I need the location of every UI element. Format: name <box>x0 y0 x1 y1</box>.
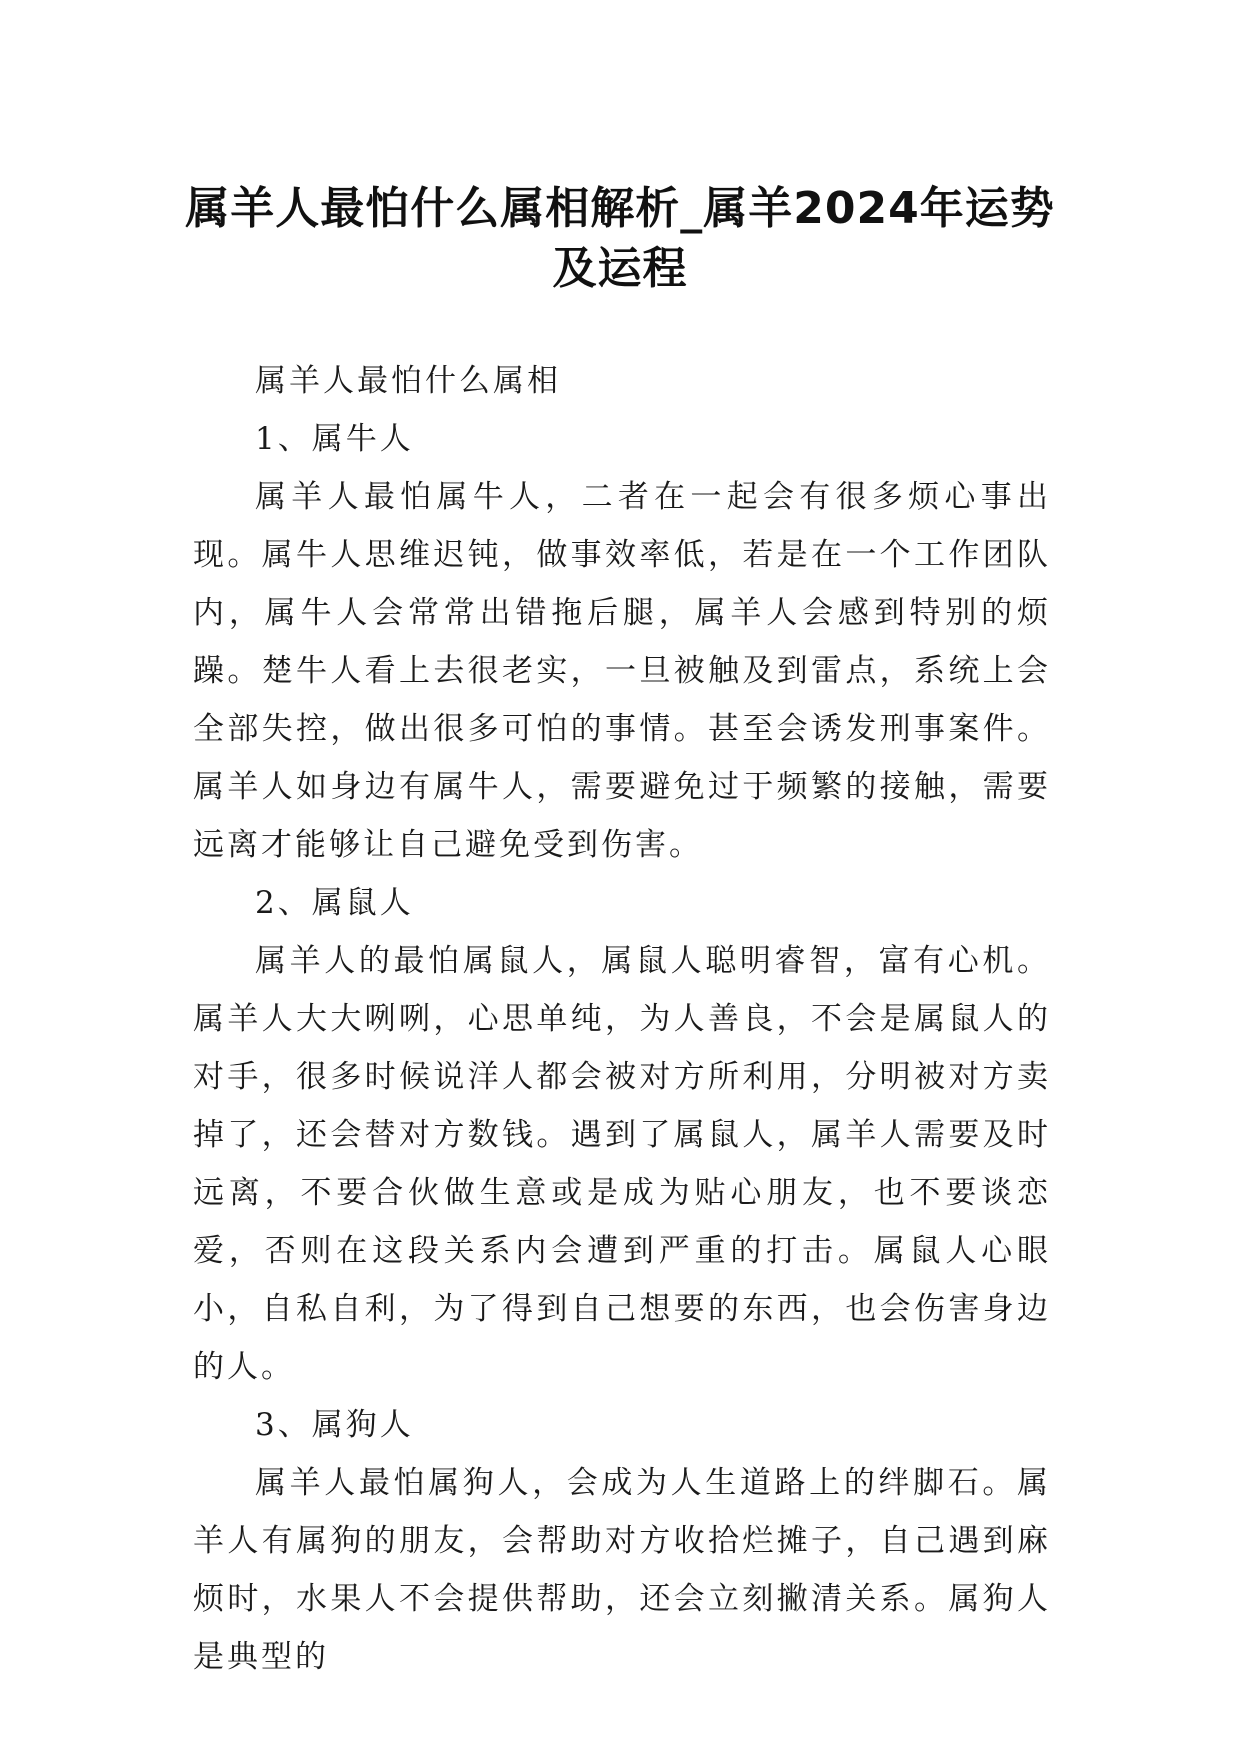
paragraph: 属羊人的最怕属鼠人，属鼠人聪明睿智，富有心机。属羊人大大咧咧，心思单纯，为人善良，不会是属鼠人的对手，很多时候说洋人都会被对方所利用，分明被对方卖掉了，还会替对方数钱。遇到了属鼠人，属羊人需要及时远离，不要合伙做生意或是成为贴心朋友，也不要谈恋爱，否则在这段关系内会遭到严重的打击。属鼠人心眼小，自私自利，为了得到自己想要的东西，也会伤害身边的人。 <box>193 943 1051 1385</box>
section-heading: 属羊人最怕什么属相 <box>255 363 561 399</box>
paragraph: 属羊人最怕属狗人，会成为人生道路上的绊脚石。属羊人有属狗的朋友，会帮助对方收拾烂摊子，自己遇到麻烦时，水果人不会提供帮助，还会立刻撇清关系。属狗人是典型的 <box>193 1465 1051 1675</box>
document-body <box>193 352 1051 1686</box>
subsection-heading: 3、属狗人 <box>255 1407 414 1443</box>
paragraph: 属羊人最怕属牛人，二者在一起会有很多烦心事出现。属牛人思维迟钝，做事效率低，若是在一个工作团队内，属牛人会常常出错拖后腿，属羊人会感到特别的烦躁。楚牛人看上去很老实，一旦被触及到雷点，系统上会全部失控，做出很多可怕的事情。甚至会诱发刑事案件。属羊人如身边有属牛人，需要避免过于频繁的接触，需要远离才能够让自己避免受到伤害。 <box>193 479 1051 863</box>
document-title: 属羊人最怕什么属相解析_属羊2024年运势及运程 <box>185 183 1055 295</box>
subsection-heading: 1、属牛人 <box>255 421 414 457</box>
subsection-heading: 2、属鼠人 <box>255 885 414 921</box>
